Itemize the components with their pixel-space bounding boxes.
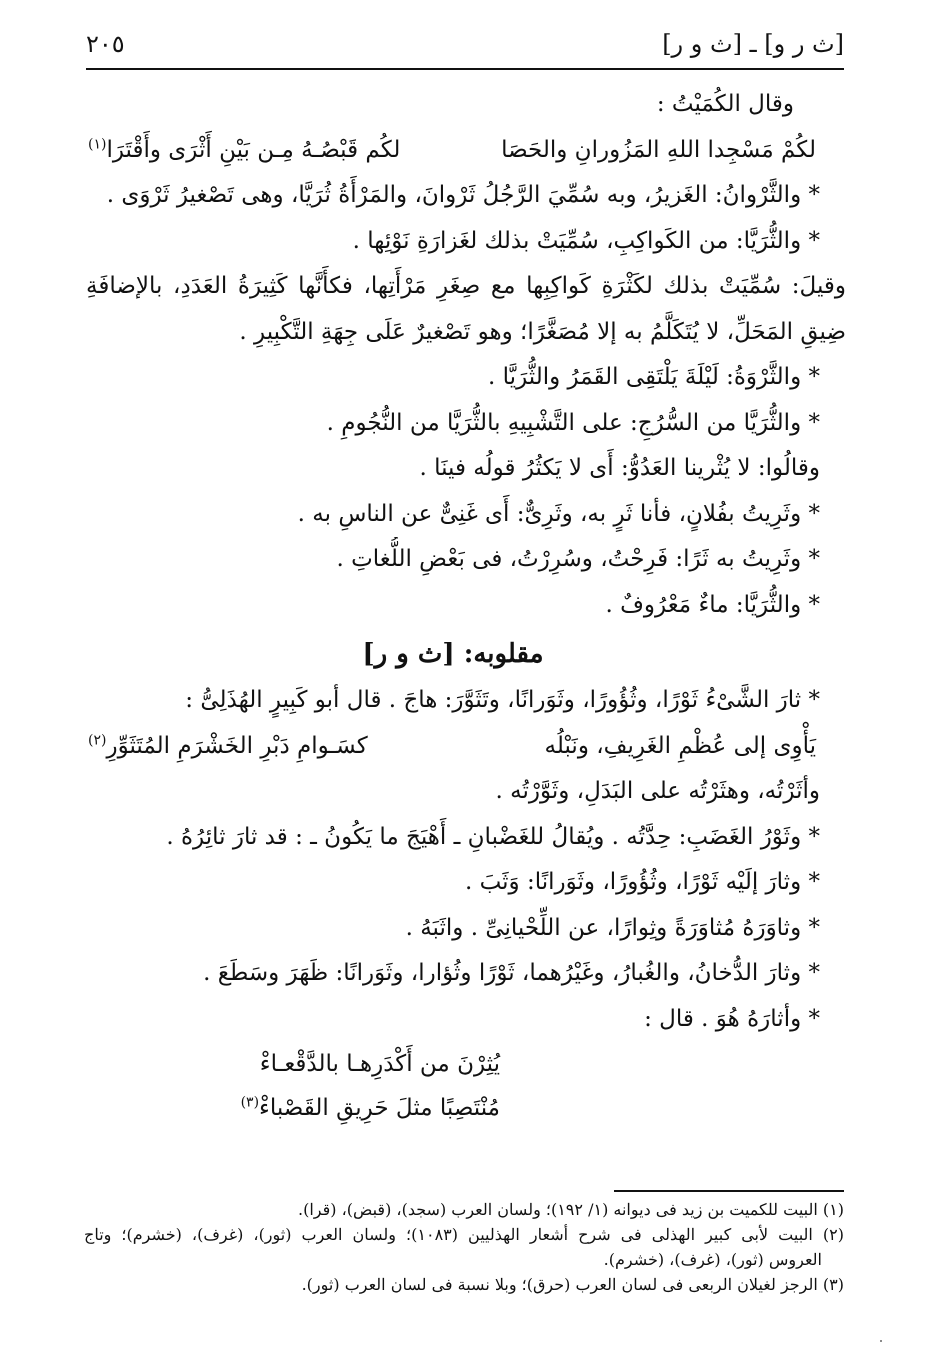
entry-line: * ثارَ الشَّىْءُ ثَوْرًا، وثُؤُورًا، وثَوَرانًا، وتَثَوَّرَ: هاجَ . قال أبو كَبِيرٍ الهُذَلِىُّ : bbox=[185, 687, 820, 713]
entry-line: ضِيقِ المَحَلِّ، لا يُتَكَلَّمُ به إلا مُصَغَّرًا؛ وهو تَصْغيرٌ عَلَى جِهَةِ التَّكْبِيرِ . bbox=[239, 318, 846, 345]
footnote-ref-3: (٣) bbox=[240, 1094, 260, 1111]
entry-line: * وثَوْرُ الغَضَبِ: حِدَّتُه . ويُقالُ للغَضْبانِ ـ أَهْيَجَ ما يَكُونُ ـ : قد ثارَ ثائِرُهُ . bbox=[166, 823, 820, 850]
running-header bbox=[86, 22, 844, 70]
footnote-2: (٢) البيت لأبى كبير الهذلى فى شرح أشعار الهذليين (١٠٨٣)؛ ولسان العرب (ثور)، (غرف)، (خشرم)؛ وتاج bbox=[84, 1225, 844, 1244]
entry-line: * والثُّرَيَّا: من الكَواكِبِ، سُمِّيَتْ بذلك لغَزارَةِ نَوْئِها . bbox=[352, 227, 820, 254]
text-line: وقال الكُمَيْتُ : bbox=[656, 91, 794, 117]
footnote-3: (٣) الرجز لغيلان الربعى فى لسان العرب (حرق)؛ وبلا نسبة فى لسان العرب (ثور). bbox=[301, 1275, 844, 1294]
section-heading: مقلوبه: [ث و ر] bbox=[362, 639, 544, 669]
footnote-divider bbox=[614, 1190, 844, 1192]
footnotes bbox=[84, 1197, 844, 1297]
entry-line: وأثَرْتُه، وهثَرْتُه على البَدَلِ، وثَوَّرْتُه . bbox=[495, 778, 820, 804]
entry-line: وقيلَ: سُمِّيَتْ بذلك لكَثْرَةِ كَواكِبِها مع صِغَرِ مَرْأَتِها، فكأَنَّها كَثِيرَةُ العَدَدِ، بالإضافَةِ bbox=[86, 273, 846, 299]
verse-second-hemistich-text: لكُم قَبْصُـهُ مِـن بَيْنِ أَثْرَى وأَقْتَرَا bbox=[106, 136, 401, 163]
entry-line: * وثارَ الدُّخانُ، والغُبارُ، وغَيْرُهما، ثَوْرًا وثُؤارا، وثَوَرانًا: ظَهَرَ وسَطَعَ . bbox=[203, 960, 820, 986]
rajaz-line: يُثِرْنَ من أَكْدَرِهـا بالدَّقْعـاءْ bbox=[259, 1051, 500, 1077]
rajaz-line bbox=[86, 1086, 820, 1130]
entry-line: * وثارَ إلَيْه ثَوْرًا، وثُؤُورًا، وثَوَرانًا: وَثَبَ . bbox=[464, 869, 820, 895]
verse-abu-kabir bbox=[86, 724, 820, 770]
entry-line: * والثَّرْوَةُ: لَيْلَةَ يَلْتَقِى القَمَرُ والثُّرَيَّا . bbox=[488, 364, 820, 390]
verse-second-hemistich bbox=[88, 128, 400, 174]
footnote-1: (١) البيت للكميت بن زيد فى ديوانه (١/ ١٩٢)؛ ولسان العرب (سجد)، (قبض)، (قرا). bbox=[298, 1200, 844, 1219]
entry-line: * وثَرِيتُ بفُلانٍ، فأنا ثَرٍ به، وثَرِىٌّ: أَى غَنِىٌّ عن الناسِ به . bbox=[297, 500, 820, 527]
rajaz-line-text: مُنْتَصِبًا مثلَ حَرِيقِ القَصْباءْ bbox=[259, 1095, 500, 1121]
entry-line: وقالُوا: لا يُثْرينا العَدُوُّ: أَى لا يَكثُرُ قولُه فينَا . bbox=[419, 455, 820, 481]
verse-first-hemistich: لكُمْ مَسْجِدا اللهِ المَزُورانِ والحَصَا bbox=[501, 136, 816, 163]
entry-line: * وأثارَهُ هُوَ . قال : bbox=[644, 1005, 820, 1032]
page-number: ٢٠٥ bbox=[86, 30, 125, 58]
dictionary-text bbox=[86, 82, 846, 1130]
header-root-word: [ث ر و] ـ [ث و ر] bbox=[662, 30, 844, 58]
footnote-ref-1: (١) bbox=[88, 135, 107, 152]
entry-line: * والثَّرْوانُ: الغَزيرُ، وبه سُمِّيَ الرَّجُلُ ثَرْوانَ، والمَرْأَةُ ثُرَيَّا، وهى تَصْغيرُ ثَرْوَى . bbox=[106, 182, 820, 208]
verse-second-hemistich bbox=[88, 724, 368, 770]
verse-first-hemistich: يَأْوِى إلى عُظْمِ الغَرِيفِ، ونَبْلُه bbox=[544, 732, 816, 759]
entry-line: * والثُّرَيَّا من السُّرُجِ: على التَّشْبِيهِ بالثُّرَيَّا من النُّجُومِ . bbox=[326, 409, 820, 436]
footnote-2-continued: العروس (ثور)، (غرف)، (خشرم). bbox=[603, 1250, 822, 1269]
footnote-ref-2: (٢) bbox=[88, 731, 107, 748]
scan-speck bbox=[880, 1340, 882, 1342]
entry-line: * وثَرِيتُ به ثَرًا: فَرِحْتُ، وسُرِرْتُ، فى بَعْضِ اللُّغاتِ . bbox=[336, 546, 820, 572]
verse-second-hemistich-text: كسَـوامِ دَبْرِ الخَشْرَمِ المُتَثَوِّرِ bbox=[106, 732, 368, 759]
verse-kumayt bbox=[86, 128, 820, 174]
entry-line: * والثُّرَيَّا: ماءٌ مَعْرُوفٌ . bbox=[605, 591, 820, 618]
entry-line: * وثاوَرَهُ مُثاوَرَةً وثِوارًا، عن اللِّحْيانِىِّ . واثَبَهُ . bbox=[405, 914, 820, 941]
